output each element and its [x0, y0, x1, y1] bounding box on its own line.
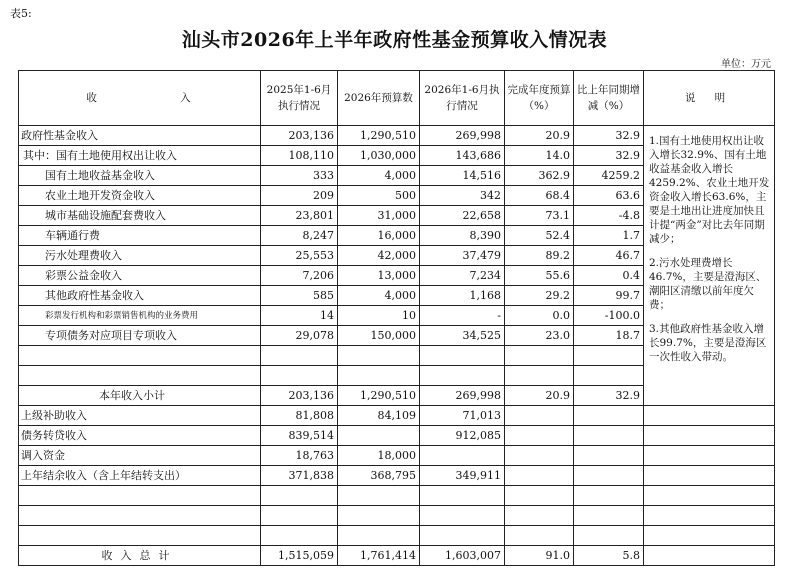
cell-c4: 73.1 [505, 206, 574, 226]
header-col4: 完成年度预算（%） [505, 71, 574, 126]
row-label: 上年结余收入（含上年结转支出） [19, 466, 261, 486]
cell-c5: 32.9 [574, 126, 644, 146]
cell-c2 [338, 486, 420, 506]
cell-c3: 912,085 [420, 426, 505, 446]
notes-empty-cell [644, 546, 775, 566]
cell-c3: 14,516 [420, 166, 505, 186]
notes-empty-cell [644, 466, 775, 486]
cell-c1: 203,136 [261, 126, 338, 146]
header-col5: 比上年同期增减（%） [574, 71, 644, 126]
table-row [19, 486, 775, 506]
cell-c4: 23.0 [505, 326, 574, 346]
cell-c4: 14.0 [505, 146, 574, 166]
cell-c4: 29.2 [505, 286, 574, 306]
cell-c2: 1,290,510 [338, 386, 420, 406]
cell-c1 [261, 346, 338, 366]
table-row [19, 466, 775, 486]
cell-c2 [338, 346, 420, 366]
row-label: 政府性基金收入 [19, 126, 261, 146]
cell-c2 [338, 366, 420, 386]
note-paragraph: 1.国有土地使用权出让收入增长32.9%、国有土地收益基金收入增长4259.2%、农业土地开发资金收入增长63.6%，主要是土地出让进度加快且计提“两金”对比去年同期减少； [649, 135, 770, 245]
notes-empty-cell [644, 506, 775, 526]
row-label: 其他政府性基金收入 [19, 286, 261, 306]
cell-c5: -4.8 [574, 206, 644, 226]
notes-cell [644, 126, 775, 406]
cell-c2 [338, 426, 420, 446]
header-notes: 说 明 [644, 71, 775, 126]
cell-c4: 20.9 [505, 126, 574, 146]
cell-c2: 31,000 [338, 206, 420, 226]
cell-c5: 32.9 [574, 386, 644, 406]
row-label: 车辆通行费 [19, 226, 261, 246]
cell-c4: 55.6 [505, 266, 574, 286]
cell-c2: 18,000 [338, 446, 420, 466]
cell-c5 [574, 466, 644, 486]
row-label [19, 346, 261, 366]
cell-c5: -100.0 [574, 306, 644, 326]
cell-c2: 84,109 [338, 406, 420, 426]
page-title: 汕头市2026年上半年政府性基金预算收入情况表 [181, 29, 608, 51]
header-income: 收 入 [19, 71, 261, 126]
cell-c1: 333 [261, 166, 338, 186]
cell-c4 [505, 486, 574, 506]
cell-c3 [420, 506, 505, 526]
cell-c4 [505, 366, 574, 386]
cell-c5: 99.7 [574, 286, 644, 306]
cell-c3: - [420, 306, 505, 326]
row-label: 城市基础设施配套费收入 [19, 206, 261, 226]
cell-c4: 89.2 [505, 246, 574, 266]
cell-c1: 8,247 [261, 226, 338, 246]
cell-c1: 203,136 [261, 386, 338, 406]
cell-c2: 16,000 [338, 226, 420, 246]
cell-c2: 4,000 [338, 166, 420, 186]
table-row [19, 426, 775, 446]
cell-c1: 839,514 [261, 426, 338, 446]
row-label [19, 526, 261, 546]
cell-c2: 4,000 [338, 286, 420, 306]
cell-c4 [505, 426, 574, 446]
cell-c4 [505, 446, 574, 466]
cell-c5 [574, 506, 644, 526]
cell-c1: 585 [261, 286, 338, 306]
cell-c3: 37,479 [420, 246, 505, 266]
cell-c1: 14 [261, 306, 338, 326]
cell-c5: 46.7 [574, 246, 644, 266]
cell-c5: 0.4 [574, 266, 644, 286]
cell-c2 [338, 506, 420, 526]
cell-c3: 269,998 [420, 386, 505, 406]
notes-empty-cell [644, 446, 775, 466]
row-label: 其中：国有土地使用权出让收入 [19, 146, 261, 166]
cell-c2: 42,000 [338, 246, 420, 266]
cell-c3: 143,686 [420, 146, 505, 166]
cell-c1: 25,553 [261, 246, 338, 266]
cell-c3: 1,603,007 [420, 546, 505, 566]
cell-c4 [505, 526, 574, 546]
cell-c3: 342 [420, 186, 505, 206]
cell-c5 [574, 446, 644, 466]
cell-c3 [420, 366, 505, 386]
cell-c4 [505, 466, 574, 486]
row-label [19, 506, 261, 526]
table-row [19, 526, 775, 546]
table-row [19, 126, 775, 146]
row-label: 上级补助收入 [19, 406, 261, 426]
budget-table [18, 70, 775, 566]
row-label: 债务转贷收入 [19, 426, 261, 446]
row-label: 污水处理费收入 [19, 246, 261, 266]
row-label: 彩票公益金收入 [19, 266, 261, 286]
cell-c3 [420, 446, 505, 466]
row-label: 国有土地收益基金收入 [19, 166, 261, 186]
cell-c5 [574, 426, 644, 446]
row-label [19, 486, 261, 506]
cell-c1: 81,808 [261, 406, 338, 426]
cell-c5 [574, 486, 644, 506]
cell-c1 [261, 366, 338, 386]
cell-c5 [574, 406, 644, 426]
cell-c1: 29,078 [261, 326, 338, 346]
cell-c4 [505, 506, 574, 526]
table-number: 表5: [10, 7, 32, 20]
cell-c3: 22,658 [420, 206, 505, 226]
cell-c3 [420, 346, 505, 366]
cell-c5: 32.9 [574, 146, 644, 166]
cell-c5: 63.6 [574, 186, 644, 206]
row-label: 本年收入小计 [19, 386, 261, 406]
cell-c2: 1,290,510 [338, 126, 420, 146]
notes-empty-cell [644, 426, 775, 446]
header-col1: 2025年1-6月执行情况 [261, 71, 338, 126]
cell-c3 [420, 526, 505, 546]
cell-c2: 10 [338, 306, 420, 326]
row-label: 彩票发行机构和彩票销售机构的业务费用 [19, 306, 261, 326]
row-label: 专项债务对应项目专项收入 [19, 326, 261, 346]
header-col3: 2026年1-6月执行情况 [420, 71, 505, 126]
cell-c2: 1,761,414 [338, 546, 420, 566]
table-row [19, 446, 775, 466]
cell-c5: 5.8 [574, 546, 644, 566]
cell-c2: 13,000 [338, 266, 420, 286]
cell-c2 [338, 526, 420, 546]
note-paragraph: 3.其他政府性基金收入增长99.7%，主要是澄海区一次性收入带动。 [649, 323, 767, 363]
table-row [19, 406, 775, 426]
cell-c1: 209 [261, 186, 338, 206]
cell-c5 [574, 366, 644, 386]
notes-empty-cell [644, 406, 775, 426]
cell-c3: 71,013 [420, 406, 505, 426]
cell-c3 [420, 486, 505, 506]
cell-c5: 4259.2 [574, 166, 644, 186]
cell-c2: 500 [338, 186, 420, 206]
row-label: 农业土地开发资金收入 [19, 186, 261, 206]
cell-c5 [574, 346, 644, 366]
header-col2: 2026年预算数 [338, 71, 420, 126]
cell-c3: 34,525 [420, 326, 505, 346]
cell-c1: 23,801 [261, 206, 338, 226]
cell-c4: 20.9 [505, 386, 574, 406]
cell-c3: 8,390 [420, 226, 505, 246]
cell-c1: 18,763 [261, 446, 338, 466]
cell-c1: 108,110 [261, 146, 338, 166]
cell-c3: 269,998 [420, 126, 505, 146]
cell-c4: 362.9 [505, 166, 574, 186]
cell-c4 [505, 406, 574, 426]
cell-c2: 368,795 [338, 466, 420, 486]
cell-c1 [261, 526, 338, 546]
cell-c4: 91.0 [505, 546, 574, 566]
cell-c4 [505, 346, 574, 366]
header-row [19, 71, 775, 126]
cell-c2: 1,030,000 [338, 146, 420, 166]
cell-c3: 7,234 [420, 266, 505, 286]
row-label: 收入总计 [19, 546, 261, 566]
notes-empty-cell [644, 486, 775, 506]
cell-c3: 349,911 [420, 466, 505, 486]
cell-c3: 1,168 [420, 286, 505, 306]
cell-c4: 68.4 [505, 186, 574, 206]
table-row [19, 546, 775, 566]
cell-c1 [261, 486, 338, 506]
cell-c4: 0.0 [505, 306, 574, 326]
cell-c1: 1,515,059 [261, 546, 338, 566]
cell-c1: 371,838 [261, 466, 338, 486]
notes-empty-cell [644, 526, 775, 546]
table-row [19, 506, 775, 526]
cell-c5: 18.7 [574, 326, 644, 346]
cell-c4: 52.4 [505, 226, 574, 246]
unit-label: 单位：万元 [721, 59, 771, 70]
cell-c5: 1.7 [574, 226, 644, 246]
cell-c5 [574, 526, 644, 546]
note-paragraph: 2.污水处理费增长46.7%，主要是澄海区、潮阳区清缴以前年度欠费； [649, 257, 767, 311]
cell-c2: 150,000 [338, 326, 420, 346]
row-label [19, 366, 261, 386]
row-label: 调入资金 [19, 446, 261, 466]
cell-c1 [261, 506, 338, 526]
cell-c1: 7,206 [261, 266, 338, 286]
